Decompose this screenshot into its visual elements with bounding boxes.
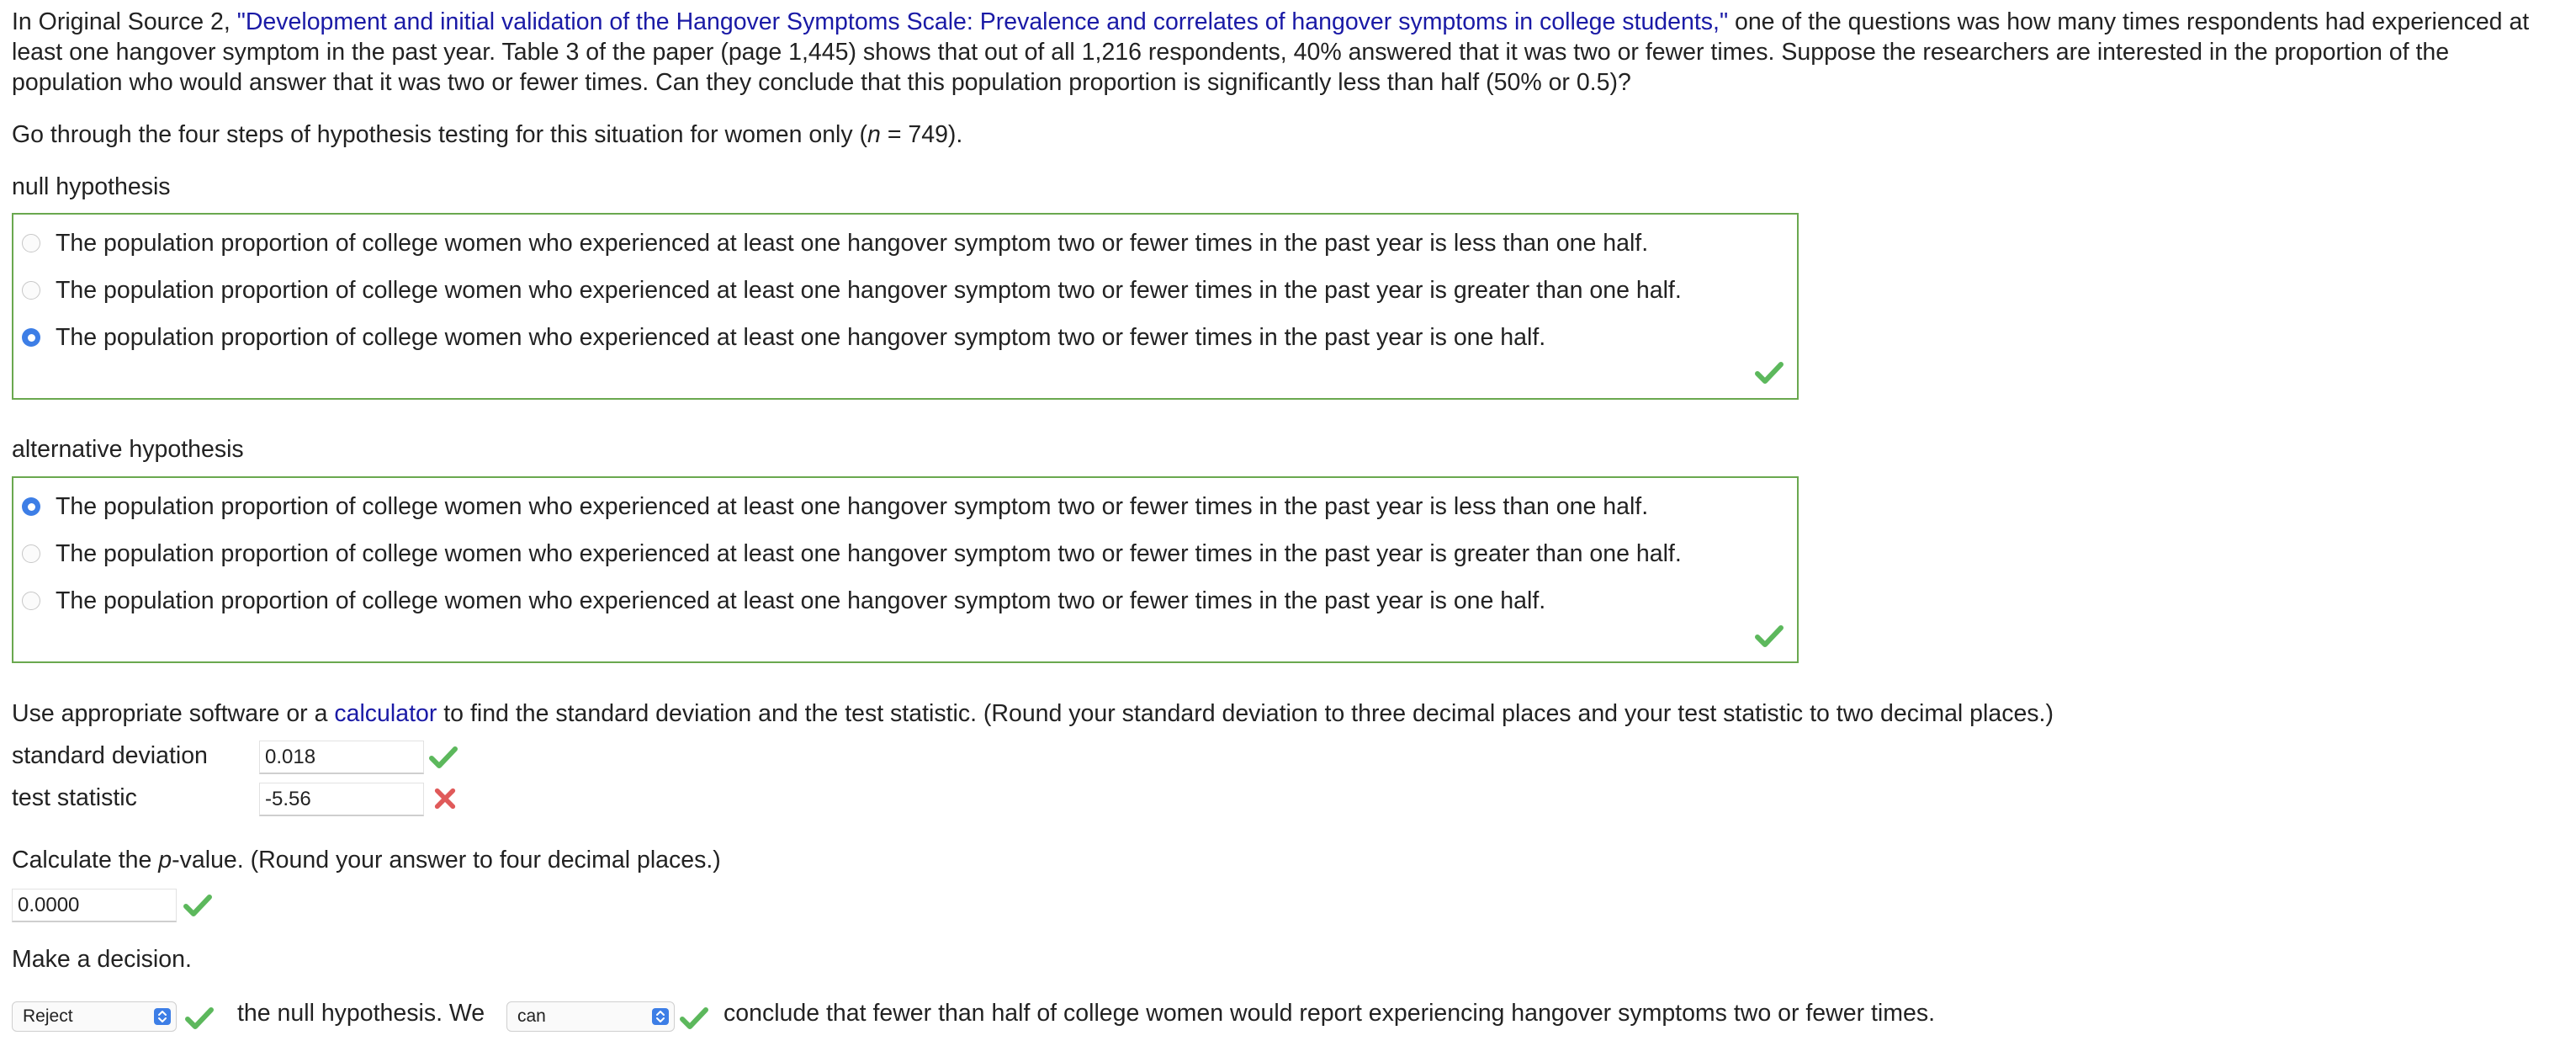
option-label: The population proportion of college women who experienced at least one hangover symptom two or fewer times in the past year is greater than one half. (56, 539, 1682, 567)
standard-deviation-input[interactable] (259, 741, 424, 774)
decision-select[interactable] (12, 1001, 177, 1032)
check-icon (1755, 624, 1784, 648)
intro-text-1: In Original Source 2, (12, 8, 237, 35)
null-option-3[interactable] (22, 321, 1545, 354)
calculator-link[interactable]: calculator (334, 700, 437, 727)
radio-button-selected[interactable] (22, 497, 40, 516)
intro-text-2: one of the questions was how many times respondents had experienced at least one hangover symptom in the past year. Table 3 of the paper (page 1,445) shows that out of all 1,216 respondents, 40% answered that it was two or fewer times. Suppose the researchers are interested in the proportion of the population who would answer that it was two or fewer times. Can they conclude that this population proportion is significantly less than half (50% or 0.5)? (12, 8, 2530, 96)
option-label: The population proportion of college women who experienced at least one hangover symptom two or fewer times in the past year is greater than one half. (56, 276, 1682, 304)
alt-option-1[interactable] (22, 490, 1648, 523)
null-hypothesis-label: null hypothesis (12, 173, 171, 200)
cross-icon (431, 787, 459, 810)
alternative-hypothesis-label: alternative hypothesis (12, 436, 244, 463)
radio-button[interactable] (22, 592, 40, 610)
source-link[interactable]: "Development and initial validation of the Hangover Symptoms Scale: Prevalence and correlates of hangover symptoms in college students," (236, 8, 1729, 35)
option-label: The population proportion of college women who experienced at least one hangover symptom two or fewer times in the past year is less than one half. (56, 229, 1649, 257)
decision-text-1: the null hypothesis. We (237, 1000, 485, 1027)
check-icon (185, 1006, 214, 1030)
radio-button[interactable] (22, 234, 40, 252)
option-label: The population proportion of college women who experienced at least one hangover symptom two or fewer times in the past year is one half. (56, 323, 1546, 351)
intro-paragraph (12, 7, 2561, 98)
null-hypothesis-box (12, 213, 1799, 400)
decision-select-value: Reject (23, 1006, 73, 1026)
alt-option-2[interactable] (22, 537, 1682, 571)
radio-button[interactable] (22, 544, 40, 563)
check-icon (183, 894, 212, 917)
select-arrows-icon (154, 1008, 171, 1025)
conclusion-select-value: can (517, 1006, 546, 1026)
decision-label: Make a decision. (12, 946, 192, 973)
instruction-text: Go through the four steps of hypothesis testing for this situation for women only (n = 749). (12, 121, 963, 148)
decision-text-2: conclude that fewer than half of college women would report experiencing hangover symptoms two or fewer times. (724, 1000, 1935, 1027)
check-icon (1755, 361, 1784, 385)
conclusion-select[interactable] (506, 1001, 675, 1032)
alt-option-3[interactable] (22, 584, 1545, 618)
test-statistic-input[interactable] (259, 783, 424, 816)
alternative-hypothesis-box (12, 476, 1799, 663)
pvalue-instruction: Calculate the p-value. (Round your answer to four decimal places.) (12, 847, 721, 873)
test-statistic-label: test statistic (12, 784, 137, 811)
check-icon (429, 746, 458, 769)
option-label: The population proportion of college women who experienced at least one hangover symptom two or fewer times in the past year is one half. (56, 587, 1546, 614)
option-label: The population proportion of college women who experienced at least one hangover symptom two or fewer times in the past year is less than one half. (56, 492, 1649, 520)
null-option-2[interactable] (22, 273, 1682, 307)
null-option-1[interactable] (22, 226, 1648, 260)
software-instruction: Use appropriate software or a calculator to find the standard deviation and the test statistic. (Round your standard deviation to three decimal places and your test statistic to two decimal places.) (12, 700, 2054, 727)
select-arrows-icon (652, 1008, 669, 1025)
standard-deviation-label: standard deviation (12, 742, 208, 769)
pvalue-input[interactable] (12, 889, 177, 922)
radio-button-selected[interactable] (22, 328, 40, 347)
radio-button[interactable] (22, 281, 40, 300)
check-icon (680, 1006, 708, 1030)
